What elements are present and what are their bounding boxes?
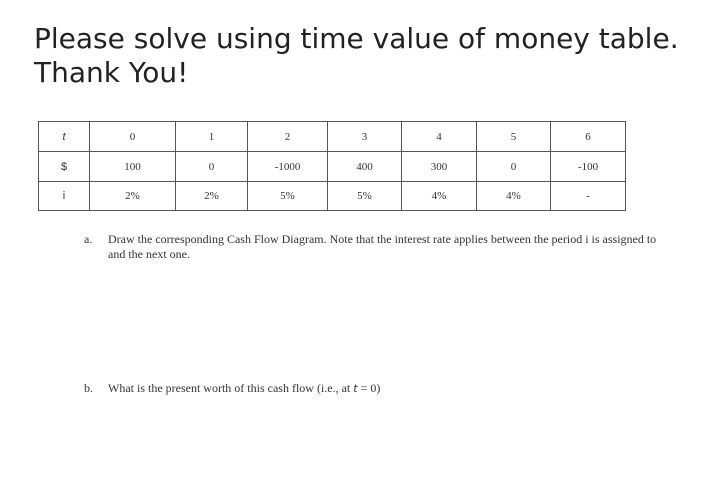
question-b-text-wrap — [108, 381, 664, 396]
question-a-letter: a. — [84, 232, 93, 246]
question-a-text: Draw the corresponding Cash Flow Diagram. Note that the interest rate applies between the period i is assigned to and the next one. — [108, 232, 657, 261]
table-cell: 5% — [328, 182, 402, 211]
question-b-text-end: = 0) — [360, 381, 381, 395]
table-cell: 5 — [477, 122, 551, 152]
table-row-cash — [39, 152, 626, 182]
table-cell: -1000 — [248, 152, 328, 182]
table-cell: 5% — [248, 182, 328, 211]
row-label-interest: i — [39, 182, 90, 211]
question-a — [84, 232, 664, 262]
table-cell: 4 — [402, 122, 477, 152]
table-cell: 0 — [176, 152, 248, 182]
table-cell: 4% — [477, 182, 551, 211]
table-cell: 6 — [551, 122, 626, 152]
table-cell: 400 — [328, 152, 402, 182]
table-cell: 4% — [402, 182, 477, 211]
table-cell: - — [551, 182, 626, 211]
table-row-period — [39, 122, 626, 152]
table-cell: 300 — [402, 152, 477, 182]
question-b-letter: b. — [84, 381, 93, 395]
question-b — [84, 381, 664, 396]
table-cell: 1 — [176, 122, 248, 152]
cash-flow-table — [38, 121, 626, 211]
table-cell: 3 — [328, 122, 402, 152]
row-label-period: t — [39, 122, 90, 152]
table-cell: 2% — [176, 182, 248, 211]
table-row-interest — [39, 182, 626, 211]
question-b-text: What is the present worth of this cash flow (i.e., at — [108, 381, 351, 395]
table-cell: 0 — [477, 152, 551, 182]
table-cell: 0 — [90, 122, 176, 152]
table-cell: -100 — [551, 152, 626, 182]
page-title: Please solve using time value of money table. Thank You! — [34, 22, 679, 89]
question-b-variable: t — [353, 382, 358, 395]
table-cell: 100 — [90, 152, 176, 182]
table-cell: 2% — [90, 182, 176, 211]
row-label-cash: $ — [39, 152, 90, 182]
table-cell: 2 — [248, 122, 328, 152]
